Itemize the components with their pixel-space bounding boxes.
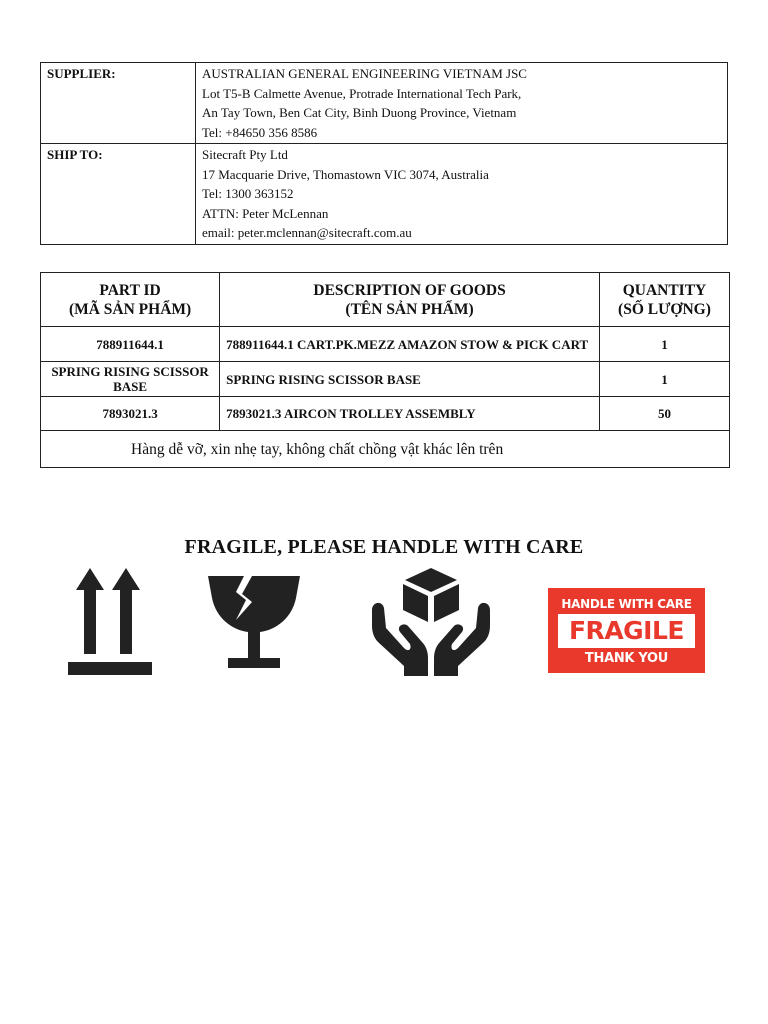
supplier-details	[196, 63, 728, 144]
description-cell: SPRING RISING SCISSOR BASE	[220, 362, 600, 397]
part-id-header-vi: (MÃ SẢN PHẨM)	[68, 300, 192, 318]
table-row	[41, 362, 730, 397]
ship-to-attention: ATTN: Peter McLennan	[202, 205, 329, 221]
goods-table	[40, 272, 730, 468]
description-cell: 7893021.3 AIRCON TROLLEY ASSEMBLY	[220, 397, 600, 431]
part-id-cell: SPRING RISING SCISSOR BASE	[41, 362, 220, 397]
part-id-cell: 788911644.1	[41, 327, 220, 362]
label-line-thank-you: THANK YOU	[584, 651, 669, 666]
note-row	[41, 431, 730, 468]
quantity-header	[599, 273, 729, 327]
description-header-en: DESCRIPTION OF GOODS	[313, 281, 506, 299]
handling-note: Hàng dễ vỡ, xin nhẹ tay, không chất chồng vật khác lên trên	[41, 431, 730, 468]
part-id-header	[41, 273, 220, 327]
handle-with-care-hands-icon	[368, 566, 494, 678]
ship-to-row	[41, 144, 728, 245]
part-id-cell: 7893021.3	[41, 397, 220, 431]
goods-header-row	[41, 273, 730, 327]
supplier-label: SUPPLIER:	[41, 63, 196, 144]
table-row	[41, 397, 730, 431]
fragile-glass-icon	[206, 574, 302, 674]
quantity-header-en: QUANTITY	[622, 281, 707, 299]
ship-to-details	[196, 144, 728, 245]
fragile-title: FRAGILE, PLEASE HANDLE WITH CARE	[184, 536, 584, 558]
description-header	[220, 273, 600, 327]
quantity-header-vi: (SỐ LƯỢNG)	[618, 300, 711, 318]
this-way-up-icon	[66, 566, 154, 676]
ship-to-company: Sitecraft Pty Ltd	[202, 147, 288, 162]
description-cell: 788911644.1 CART.PK.MEZZ AMAZON STOW & PICK CART	[220, 327, 600, 362]
supplier-address-1: Lot T5-B Calmette Avenue, Protrade International Tech Park,	[202, 85, 522, 101]
supplier-row	[41, 63, 728, 144]
ship-to-phone: Tel: 1300 363152	[202, 186, 294, 201]
part-id-header-en: PART ID	[99, 281, 161, 299]
supplier-name: AUSTRALIAN GENERAL ENGINEERING VIETNAM JSC	[202, 66, 527, 81]
ship-to-address: 17 Macquarie Drive, Thomastown VIC 3074, Australia	[202, 166, 489, 182]
table-row	[41, 327, 730, 362]
quantity-cell: 1	[599, 362, 729, 397]
address-table	[40, 62, 728, 245]
quantity-cell: 50	[599, 397, 729, 431]
ship-to-email: email: peter.mclennan@sitecraft.com.au	[202, 225, 412, 240]
fragile-label-sticker	[548, 588, 705, 673]
description-header-vi: (TÊN SẢN PHẨM)	[345, 300, 474, 318]
ship-to-label: SHIP TO:	[41, 144, 196, 245]
supplier-address-2: An Tay Town, Ben Cat City, Binh Duong Province, Vietnam	[202, 105, 517, 120]
label-line-handle-with-care: HANDLE WITH CARE	[561, 597, 692, 611]
quantity-cell: 1	[599, 327, 729, 362]
supplier-phone: Tel: +84650 356 8586	[202, 124, 318, 140]
label-line-fragile: FRAGILE	[558, 614, 695, 648]
